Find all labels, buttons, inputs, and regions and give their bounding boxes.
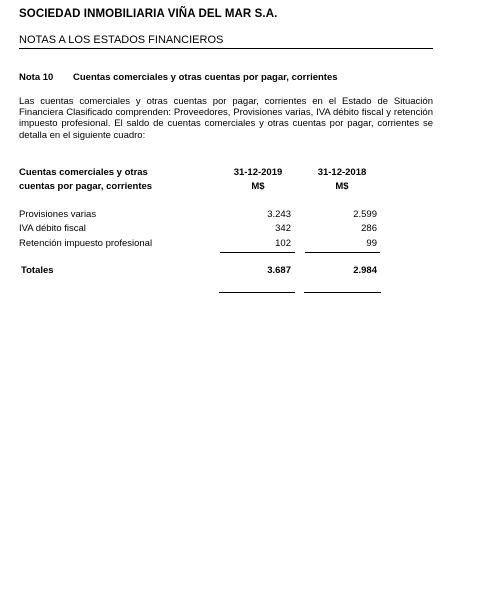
table-row-label: Retención impuesto profesional [19, 238, 153, 249]
table-row-label: Provisiones varias [19, 209, 97, 220]
total-rule-2018 [304, 292, 381, 293]
note-paragraph: Las cuentas comerciales y otras cuentas por pagar, corrientes en el Estado de Situación Financiera Clasificado comprenden: Proveedores, Provisiones varias, IVA débito fiscal y retención impuesto profesional. El saldo de cuentas comerciales y otras cuentas por pagar, corrientes se detalla en el siguiente cuadro: [19, 96, 433, 141]
table-cell-2019: 342 [275, 223, 291, 234]
subtotal-rule-2018 [305, 252, 380, 253]
table-cell-2019: 102 [275, 238, 291, 249]
totals-2019: 3.687 [267, 265, 291, 276]
total-rule-2019 [219, 292, 295, 293]
table-cell-2019: 3.243 [267, 209, 291, 220]
note-heading [19, 72, 338, 83]
col-2019-date: 31-12-2019 [233, 167, 283, 178]
company-name: SOCIEDAD INMOBILIARIA VIÑA DEL MAR S.A. [19, 8, 278, 20]
table-header-2019 [222, 166, 294, 194]
table-cell-2018: 99 [366, 238, 377, 249]
table-header-label [19, 166, 152, 194]
note-number: Nota 10 [19, 72, 54, 83]
header-divider [19, 48, 433, 49]
note-title: Cuentas comerciales y otras cuentas por pagar, corrientes [73, 72, 338, 83]
col-2018-date: 31-12-2018 [317, 167, 367, 178]
table-header-label-line1: Cuentas comerciales y otras [19, 167, 148, 178]
table-cell-2018: 2.599 [353, 209, 377, 220]
document-subtitle: NOTAS A LOS ESTADOS FINANCIEROS [19, 34, 224, 46]
col-2019-unit: M$ [251, 181, 265, 192]
table-header-label-line2: cuentas por pagar, corrientes [19, 181, 153, 192]
totals-label: Totales [21, 265, 54, 276]
totals-2018: 2.984 [353, 265, 377, 276]
col-2018-unit: M$ [335, 181, 349, 192]
table-row-label: IVA débito fiscal [19, 223, 86, 234]
table-header-2018 [306, 166, 378, 194]
subtotal-rule-2019 [220, 252, 295, 253]
table-cell-2018: 286 [361, 223, 377, 234]
